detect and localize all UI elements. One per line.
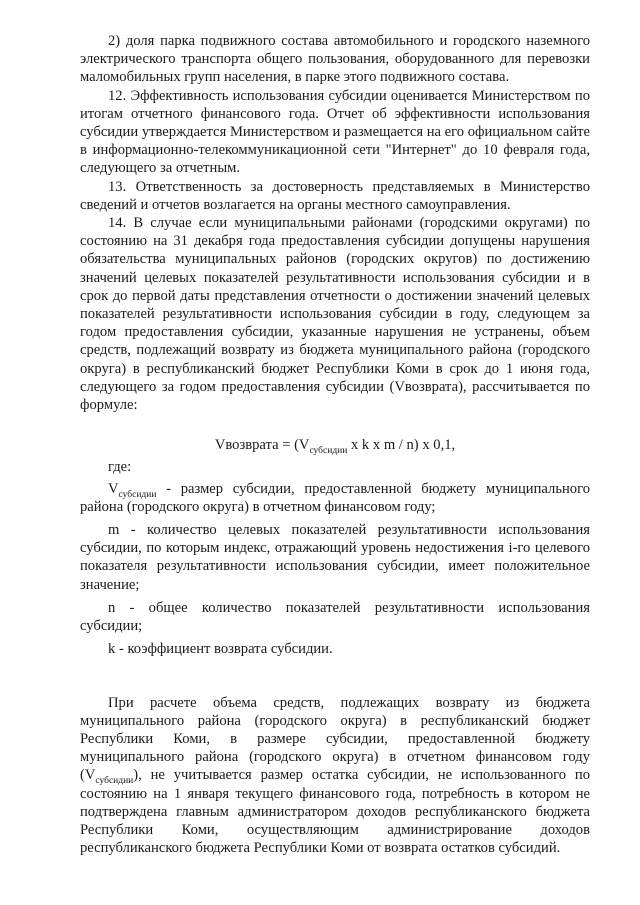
paragraph-14: 14. В случае если муниципальными районами (городскими округами) по состоянию на 31 декабря года предоставления субсидии допущены нарушения обязательства муниципальных районов (городских округов) по достижению значений целевых показателей результативности использования субсидии и в срок до первой даты представления отчетности о достижении значений целевых показателей результативности использования субсидии в году, следующем за годом предоставления субсидии, указанные нарушения не устранены, объем средств, подлежащий возврату из бюджета муниципального района (городского округа) в республиканский бюджет Республики Коми в срок до 1 июня года, следующего за годом предоставления субсидии (Vвозврата), рассчитывается по формуле: [80, 215, 590, 414]
return-formula [80, 436, 590, 457]
v-symbol: V [108, 480, 119, 497]
definition-k: k - коэффициент возврата субсидии. [108, 641, 333, 658]
where-label: где: [108, 459, 132, 476]
formula-subscript: субсидии [309, 446, 348, 457]
paragraph-13: 13. Ответственность за достоверность представляемых в Министерство сведений и отчетов возлагается на органы местного самоуправления. [80, 178, 590, 213]
final-paragraph-part2: ), не учитывается размер остатка субсидии, не использованного по состоянию на 1 января текущего финансового года, потребность в котором не подтверждена главным администратором доходов республиканского бюджета Республики Коми, осуществляющим администрирование доходов республиканского бюджета Республики Коми от возврата остатков субсидий. [80, 767, 590, 857]
final-paragraph-part1: При расчете объема средств, подлежащих возврату из бюджета муниципального района (городского округа) в республиканский бюджет Республики Коми, в размере субсидии, предоставленной бюджету муниципального района (городского округа) в отчетном финансовом году (V [80, 694, 590, 784]
spacer [80, 664, 590, 694]
v-definition-text: - размер субсидии, предоставленной бюджету муниципального района (городского округа) в отчетном финансовом году; [80, 480, 590, 515]
definition-v-subsidy [80, 480, 590, 516]
formula-rhs: x k x m / n) x 0,1, [347, 437, 456, 454]
definition-m: m - количество целевых показателей результативности использования субсидии, по которым индекс, отражающий уровень недостижения i-го целевого показателя результативности использования субсидии, имеет положительное значение; [80, 522, 590, 593]
definition-n: n - общее количество показателей результативности использования субсидии; [80, 599, 590, 635]
final-paragraph [80, 694, 590, 858]
final-paragraph-subscript: субсидии [95, 776, 134, 787]
v-subscript: субсидии [118, 489, 157, 500]
document-page [80, 32, 590, 857]
paragraph-item-2: 2) доля парка подвижного состава автомобильного и городского наземного электрического транспорта общего пользования, оборудованного для перевозки маломобильных групп населения, в парке этого подвижного состава. [80, 33, 590, 86]
paragraph-12: 12. Эффективность использования субсидии оценивается Министерством по итогам отчетного финансового года. Отчет об эффективности использования субсидии утверждается Министерством и размещается на его официальном сайте в информационно-телекоммуникационной сети "Интернет" до 10 февраля года, следующего за отчетным. [80, 87, 590, 177]
formula-lhs: Vвозврата = (V [214, 437, 310, 454]
